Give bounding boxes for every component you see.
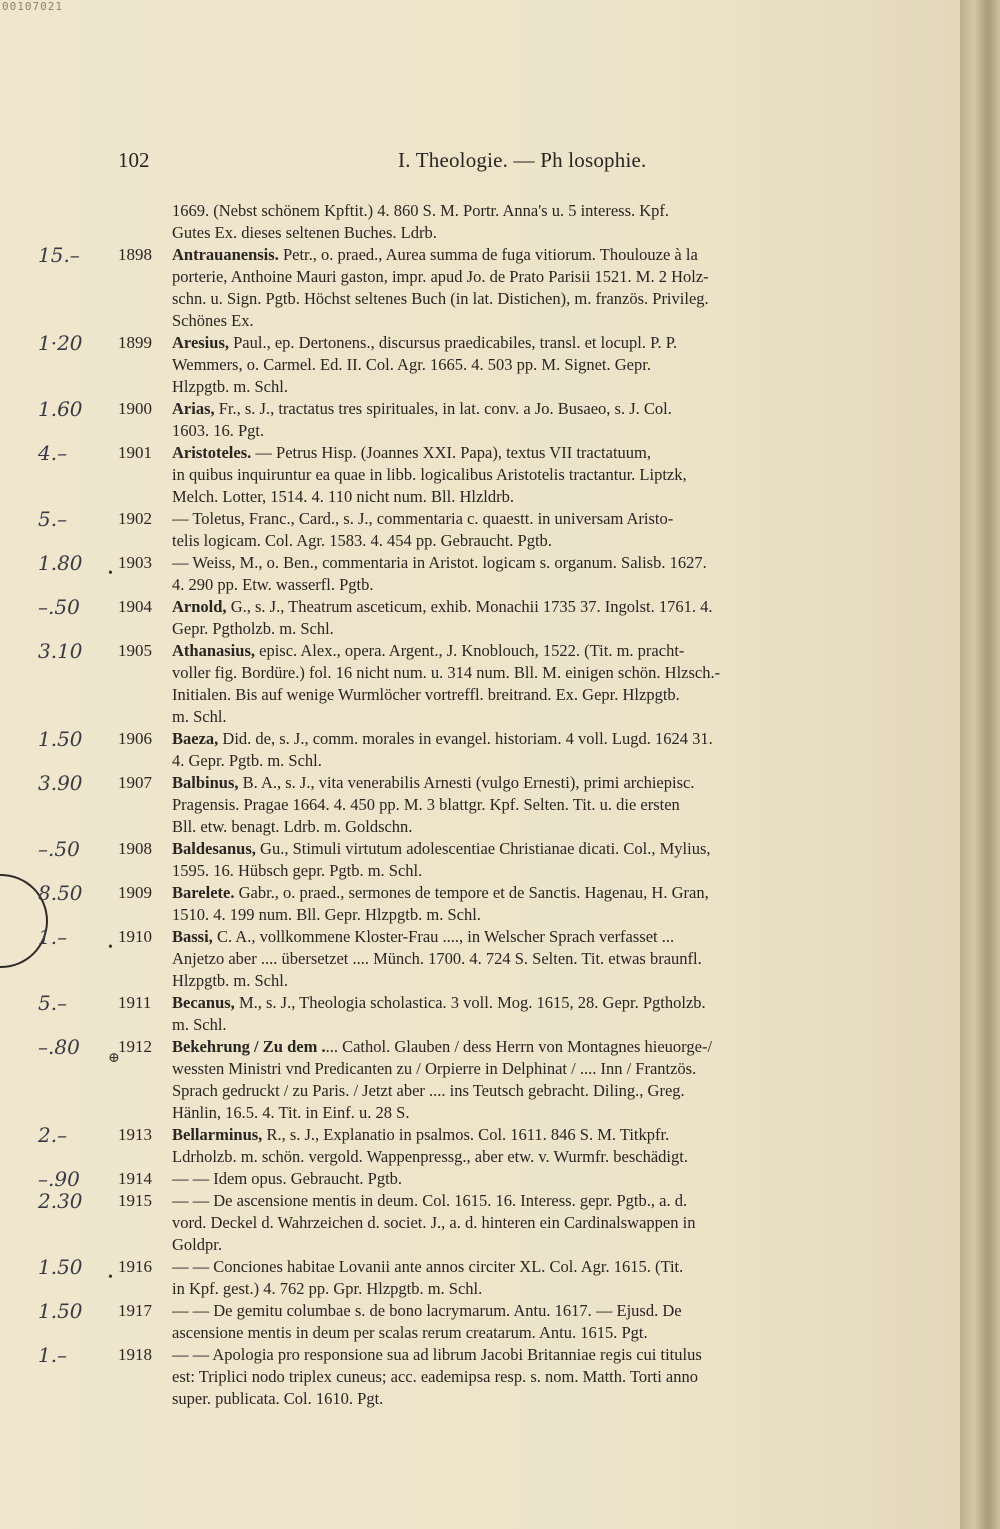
handwritten-price: 2.30 — [38, 1189, 83, 1213]
entry-line: Goldpr. — [172, 1235, 222, 1254]
entry-number: 1899 — [118, 333, 152, 352]
entry-line: m. Schl. — [172, 1015, 227, 1034]
catalog-entry — [0, 332, 960, 398]
entry-number: 1906 — [118, 729, 152, 748]
entry-line: Initialen. Bis auf wenige Wurmlöcher vortreffl. breitrand. Ex. Gepr. Hlzpgtb. — [172, 685, 680, 704]
catalog-entry — [0, 244, 960, 332]
entry-number: 1909 — [118, 883, 152, 902]
entry-line: schn. u. Sign. Pgtb. Höchst seltenes Buch (in lat. Distichen), m. französ. Privileg. — [172, 289, 709, 308]
entry-number: 1916 — [118, 1257, 152, 1276]
entry-line: in Kpf. gest.) 4. 762 pp. Gpr. Hlzpgtb. m. Schl. — [172, 1279, 483, 1298]
page-header — [118, 148, 928, 178]
entry-line: Sprach gedruckt / zu Paris. / Jetzt aber .... ins Teutsch gebracht. Diling., Greg. — [172, 1081, 685, 1100]
catalog-entry — [0, 1300, 960, 1344]
entry-line: Gepr. Pgtholzb. m. Schl. — [172, 619, 334, 638]
catalog-entry — [0, 882, 960, 926]
entry-text — [172, 1190, 934, 1256]
entry-line: 4. 290 pp. Etw. wasserfl. Pgtb. — [172, 575, 374, 594]
entry-number: 1913 — [118, 1125, 152, 1144]
entry-number: 1917 — [118, 1301, 152, 1320]
entry-line: Bellarminus, R., s. J., Explanatio in psalmos. Col. 1611. 846 S. M. Titkpfr. — [172, 1125, 670, 1144]
catalog-entry — [0, 1256, 960, 1300]
entry-headword: Baldesanus, — [172, 839, 256, 858]
entry-line: Arnold, G., s. J., Theatrum asceticum, exhib. Monachii 1735 37. Ingolst. 1761. 4. — [172, 597, 713, 616]
margin-mark: • — [108, 566, 113, 581]
entry-number: 1914 — [118, 1169, 152, 1188]
handwritten-price: 1.– — [38, 1343, 68, 1367]
entry-line: telis logicam. Col. Agr. 1583. 4. 454 pp. Gebraucht. Pgtb. — [172, 531, 552, 550]
entry-number: 1915 — [118, 1191, 152, 1210]
entry-text — [172, 596, 934, 640]
handwritten-price: 1.50 — [38, 1299, 83, 1323]
catalog-entry — [0, 926, 960, 992]
entry-line: Melch. Lotter, 1514. 4. 110 nicht num. Bll. Hlzldrb. — [172, 487, 514, 506]
entry-line: Athanasius, episc. Alex., opera. Argent., J. Knoblouch, 1522. (Tit. m. pracht- — [172, 641, 685, 660]
entry-line: super. publicata. Col. 1610. Pgt. — [172, 1389, 384, 1408]
entry-line: 1510. 4. 199 num. Bll. Gepr. Hlzpgtb. m. Schl. — [172, 905, 481, 924]
entry-line: Barelete. Gabr., o. praed., sermones de tempore et de Sanctis. Hagenau, H. Gran, — [172, 883, 709, 902]
entry-text — [172, 926, 934, 992]
entry-text — [172, 508, 934, 552]
catalog-entry — [0, 1168, 960, 1190]
entry-line: Antrauanensis. Petr., o. praed., Aurea summa de fuga vitiorum. Thoulouze à la — [172, 245, 698, 264]
handwritten-price: 5.– — [38, 991, 68, 1015]
entry-headword: Balbinus, — [172, 773, 239, 792]
handwritten-price: 15.– — [38, 243, 80, 267]
catalog-entry — [0, 1344, 960, 1410]
entry-number: 1898 — [118, 245, 152, 264]
entry-line: — Toletus, Franc., Card., s. J., commentaria c. quaestt. in universam Aristo- — [172, 509, 674, 528]
entry-headword: Baeza, — [172, 729, 219, 748]
handwritten-price: 1.50 — [38, 1255, 83, 1279]
entry-number: 1907 — [118, 773, 152, 792]
entry-line: est: Triplici nodo triplex cuneus; acc. eademipsa resp. s. nom. Matth. Torti anno — [172, 1367, 698, 1386]
entry-line: 1603. 16. Pgt. — [172, 421, 265, 440]
entry-line: 4. Gepr. Pgtb. m. Schl. — [172, 751, 322, 770]
entry-headword: Becanus, — [172, 993, 235, 1012]
entry-line: — — De gemitu columbae s. de bono lacrymarum. Antu. 1617. — Ejusd. De — [172, 1301, 682, 1320]
entry-headword: Athanasius, — [172, 641, 255, 660]
entry-headword: Aristoteles. — [172, 443, 252, 462]
entry-line: Aristoteles. — Petrus Hisp. (Joannes XXI. Papa), textus VII tractatuum, — [172, 443, 652, 462]
entry-headword: Arias, — [172, 399, 215, 418]
margin-mark: • — [108, 940, 113, 955]
entry-line: porterie, Anthoine Mauri gaston, impr. apud Jo. de Prato Parisii 1521. M. 2 Holz- — [172, 267, 709, 286]
entry-number: 1904 — [118, 597, 152, 616]
handwritten-price: –.50 — [38, 595, 80, 619]
entry-line: Becanus, M., s. J., Theologia scholastica. 3 voll. Mog. 1615, 28. Gepr. Pgtholzb. — [172, 993, 706, 1012]
entry-line: Balbinus, B. A., s. J., vita venerabilis Arnesti (vulgo Ernesti), primi archiepisc. — [172, 773, 695, 792]
entry-line: Bekehrung / Zu dem .... Cathol. Glauben / dess Herrn von Montagnes hieuorge-/ — [172, 1037, 713, 1056]
entry-line: ascensione mentis in deum per scalas rerum creatarum. Antu. 1615. Pgt. — [172, 1323, 648, 1342]
entry-number: 1902 — [118, 509, 152, 528]
handwritten-price: 4.– — [38, 441, 68, 465]
entry-headword: Bellarminus, — [172, 1125, 263, 1144]
entry-text — [172, 772, 934, 838]
entry-number: 1900 — [118, 399, 152, 418]
entry-line: Arias, Fr., s. J., tractatus tres spirituales, in lat. conv. a Jo. Busaeo, s. J. Col. — [172, 399, 672, 418]
catalog-entry — [0, 1190, 960, 1256]
entry-text — [172, 1256, 934, 1300]
catalog-entry — [0, 728, 960, 772]
entry-line: Hlzpgtb. m. Schl. — [172, 377, 288, 396]
entry-text — [172, 1344, 934, 1410]
entry-line: Aresius, Paul., ep. Dertonens., discursus praedicabiles, transl. et locupl. P. P. — [172, 333, 678, 352]
entry-number: 1910 — [118, 927, 152, 946]
handwritten-price: 1.60 — [38, 397, 83, 421]
catalog-entry — [0, 772, 960, 838]
handwritten-price: 1.80 — [38, 551, 83, 575]
entry-line: — — Idem opus. Gebraucht. Pgtb. — [172, 1169, 403, 1188]
handwritten-price: –.50 — [38, 837, 80, 861]
entry-text — [172, 1124, 934, 1168]
entry-line: Hlzpgtb. m. Schl. — [172, 971, 288, 990]
catalog-entries — [0, 200, 960, 1410]
handwritten-price: 1.– — [38, 925, 68, 949]
entry-text — [172, 1168, 934, 1190]
catalog-entry — [0, 552, 960, 596]
entry-text — [172, 882, 934, 926]
page-number: 102 — [118, 148, 150, 172]
entry-number: 1901 — [118, 443, 152, 462]
entry-line: vord. Deckel d. Wahrzeichen d. societ. J., a. d. hinteren ein Cardinalswappen in — [172, 1213, 696, 1232]
entry-line: Gutes Ex. dieses seltenen Buches. Ldrb. — [172, 223, 437, 242]
entry-text — [172, 552, 934, 596]
entry-text — [172, 200, 934, 244]
catalog-entry — [0, 508, 960, 552]
handwritten-price: –.80 — [38, 1035, 80, 1059]
handwritten-price: 1.50 — [38, 727, 83, 751]
entry-text — [172, 1036, 934, 1124]
entry-number: 1903 — [118, 553, 152, 572]
handwritten-price: 2.– — [38, 1123, 68, 1147]
entry-text — [172, 332, 934, 398]
catalog-entry — [0, 838, 960, 882]
entry-line: 1669. (Nebst schönem Kpftit.) 4. 860 S. M. Portr. Anna's u. 5 interess. Kpf. — [172, 201, 670, 220]
entry-text — [172, 398, 934, 442]
catalog-entry — [0, 1036, 960, 1124]
entry-line: m. Schl. — [172, 707, 227, 726]
handwritten-price: –.90 — [38, 1167, 80, 1191]
entry-number: 1908 — [118, 839, 152, 858]
entry-line: — Weiss, M., o. Ben., commentaria in Aristot. logicam s. organum. Salisb. 1627. — [172, 553, 707, 572]
entry-headword: Arnold, — [172, 597, 227, 616]
catalog-entry — [0, 1124, 960, 1168]
entry-line: wessten Ministri vnd Predicanten zu / Orpierre in Delphinat / .... Inn / Frantzös. — [172, 1059, 697, 1078]
entry-line: voller fig. Bordüre.) fol. 16 nicht num. u. 314 num. Bll. M. einigen schön. Hlzsch.- — [172, 663, 721, 682]
entry-text — [172, 992, 934, 1036]
entry-text — [172, 1300, 934, 1344]
entry-headword: Bassi, — [172, 927, 213, 946]
entry-headword: Barelete. — [172, 883, 235, 902]
catalog-entry — [0, 596, 960, 640]
handwritten-price: 3.90 — [38, 771, 83, 795]
entry-line: Pragensis. Pragae 1664. 4. 450 pp. M. 3 blattgr. Kpf. Selten. Tit. u. die ersten — [172, 795, 680, 814]
entry-headword: Aresius, — [172, 333, 229, 352]
entry-line: Schönes Ex. — [172, 311, 254, 330]
book-gutter — [960, 0, 1000, 1529]
entry-number: 1918 — [118, 1345, 152, 1364]
handwritten-price: 8.50 — [38, 881, 83, 905]
catalog-stamp: 00107021 — [2, 0, 63, 13]
entry-line: 1595. 16. Hübsch gepr. Pgtb. m. Schl. — [172, 861, 423, 880]
handwritten-price: 3.10 — [38, 639, 83, 663]
entry-line: — — Conciones habitae Lovanii ante annos circiter XL. Col. Agr. 1615. (Tit. — [172, 1257, 684, 1276]
entry-text — [172, 442, 934, 508]
entry-text — [172, 640, 934, 728]
catalog-entry — [0, 442, 960, 508]
catalog-entry — [0, 640, 960, 728]
entry-number: 1911 — [118, 993, 152, 1012]
entry-text — [172, 838, 934, 882]
entry-headword: Bekehrung / Zu dem . — [172, 1037, 326, 1056]
entry-line: Baldesanus, Gu., Stimuli virtutum adolescentiae Christianae dicati. Col., Mylius, — [172, 839, 711, 858]
entry-line: in quibus inquiruntur ea quae in libb. logicalibus Aristotelis tractantur. Liptzk, — [172, 465, 687, 484]
entry-line: Bassi, C. A., vollkommene Kloster-Frau ...., in Welscher Sprach verfasset ... — [172, 927, 675, 946]
margin-mark: • — [108, 1270, 113, 1285]
entry-line: — — Apologia pro responsione sua ad librum Jacobi Britanniae regis cui titulus — [172, 1345, 702, 1364]
entry-line: Anjetzo aber .... übersetzet .... Münch. 1700. 4. 724 S. Selten. Tit. etwas braunfl. — [172, 949, 702, 968]
catalog-entry — [0, 398, 960, 442]
entry-line: Baeza, Did. de, s. J., comm. morales in evangel. historiam. 4 voll. Lugd. 1624 31. — [172, 729, 713, 748]
entry-headword: Antrauanensis. — [172, 245, 279, 264]
entry-line: — — De ascensione mentis in deum. Col. 1615. 16. Interess. gepr. Pgtb., a. d. — [172, 1191, 688, 1210]
entry-number: 1912 — [118, 1037, 152, 1056]
handwritten-price: 1·20 — [38, 331, 83, 355]
handwritten-price: 5.– — [38, 507, 68, 531]
entry-text — [172, 728, 934, 772]
margin-mark: ⊕ — [108, 1051, 120, 1066]
entry-line: Wemmers, o. Carmel. Ed. II. Col. Agr. 1665. 4. 503 pp. M. Signet. Gepr. — [172, 355, 651, 374]
entry-line: Hänlin, 16.5. 4. Tit. in Einf. u. 28 S. — [172, 1103, 410, 1122]
catalog-entry — [0, 992, 960, 1036]
entry-line: Ldrholzb. m. schön. vergold. Wappenpressg., aber etw. v. Wurmfr. beschädigt. — [172, 1147, 688, 1166]
catalog-entry — [0, 200, 960, 244]
running-title: I. Theologie. — Ph losophie. — [398, 148, 647, 172]
entry-text — [172, 244, 934, 332]
entry-line: Bll. etw. benagt. Ldrb. m. Goldschn. — [172, 817, 413, 836]
entry-number: 1905 — [118, 641, 152, 660]
